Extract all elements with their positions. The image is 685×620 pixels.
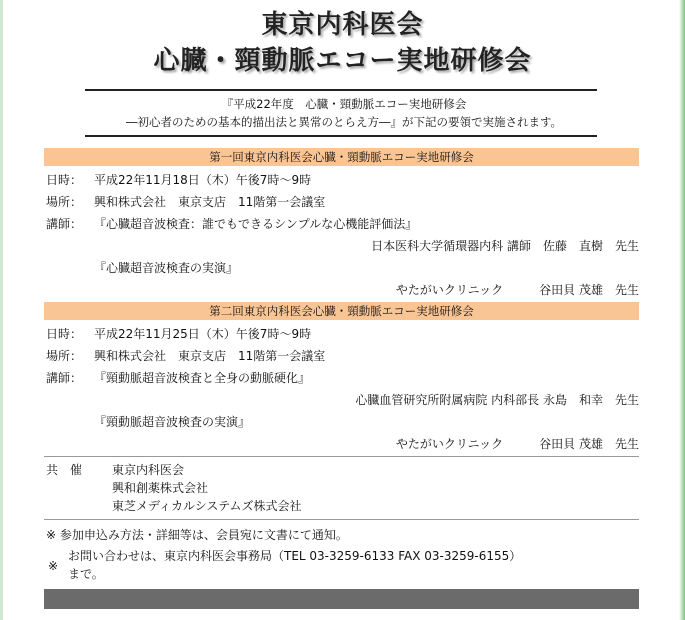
title-line1: 東京内科医会 [261, 10, 424, 40]
title-line2: 心臓・頸動脈エコー実地研修会 [153, 46, 532, 76]
session2-lecture2: 『頸動脈超音波検査の実演』 [94, 415, 251, 429]
session2-date: 平成22年11月25日（木）午後7時〜9時 [94, 327, 312, 341]
separator-2 [44, 519, 639, 520]
left-edge [0, 0, 3, 620]
session1-date-label: 日時： [46, 173, 83, 187]
session1-lecturer-label: 講師： [46, 217, 83, 231]
sponsor-item: 東京内科医会 [112, 463, 185, 477]
sponsors-label: 共 催 [46, 463, 83, 477]
session2-lecture1: 『頸動脈超音波検査と全身の動脈硬化』 [94, 371, 311, 385]
session1-date-row [46, 172, 311, 188]
session1-date: 平成22年11月18日（木）午後7時〜9時 [94, 173, 312, 187]
bottom-rule [85, 135, 597, 137]
session2-lecturer-label: 講師： [46, 371, 83, 385]
session1-header: 第一回東京内科医会心臓・頸動脈エコー実地研修会 [44, 148, 639, 166]
session2-date-label: 日時： [46, 327, 83, 341]
top-rule [85, 89, 597, 91]
intro-line2: ―初心者のための基本的描出法と異常のとらえ方―』が下記の要領で実施されます。 [125, 115, 563, 129]
session2-lecturer1: 心臓血管研究所附属病院 内科部長 永島 和幸 先生 [355, 393, 639, 407]
session2-place-row [46, 348, 325, 364]
session2-date-row [46, 326, 311, 342]
session2-place: 興和株式会社 東京支店 11階第一会議室 [94, 349, 326, 363]
note-2-line2: まで。 [68, 567, 104, 581]
session2-lecturer2: やたがいクリニック 谷田貝 茂雄 先生 [395, 437, 639, 451]
session1-lecture1: 『心臓超音波検査：誰でもできるシンプルな心機能評価法』 [94, 217, 418, 231]
session1-place: 興和株式会社 東京支店 11階第一会議室 [94, 195, 326, 209]
note-2-mark: ※ [48, 559, 59, 573]
sponsor-item: 東芝メディカルシステムズ株式会社 [112, 499, 302, 513]
session2-lecture1-row [46, 370, 310, 386]
session2-place-label: 場所： [46, 349, 83, 363]
session1-lecture1-row [46, 216, 417, 232]
session1-lecturer1: 日本医科大学循環器内科 講師 佐藤 直樹 先生 [371, 239, 639, 253]
note-2-line1: お問い合わせは、東京内科医会事務局（TEL 03-3259-6133 FAX 03-3259-6155） [68, 549, 522, 563]
note-1: ※ 参加申込み方法・詳細等は、会員宛に文書にて通知。 [46, 528, 348, 542]
session1-place-row [46, 194, 325, 210]
intro-line1: 『平成22年度 心臓・頸動脈エコー実地研修会 [221, 97, 467, 111]
session1-lecture2: 『心臓超音波検査の実演』 [94, 261, 239, 275]
right-edge-gradient [679, 0, 685, 620]
sponsor-item: 興和創薬株式会社 [112, 481, 209, 495]
separator-1 [44, 456, 639, 457]
session1-place-label: 場所： [46, 195, 83, 209]
session1-lecturer2: やたがいクリニック 谷田貝 茂雄 先生 [395, 283, 639, 297]
session2-header: 第二回東京内科医会心臓・頸動脈エコー実地研修会 [44, 302, 639, 320]
footer-bar [44, 589, 639, 609]
